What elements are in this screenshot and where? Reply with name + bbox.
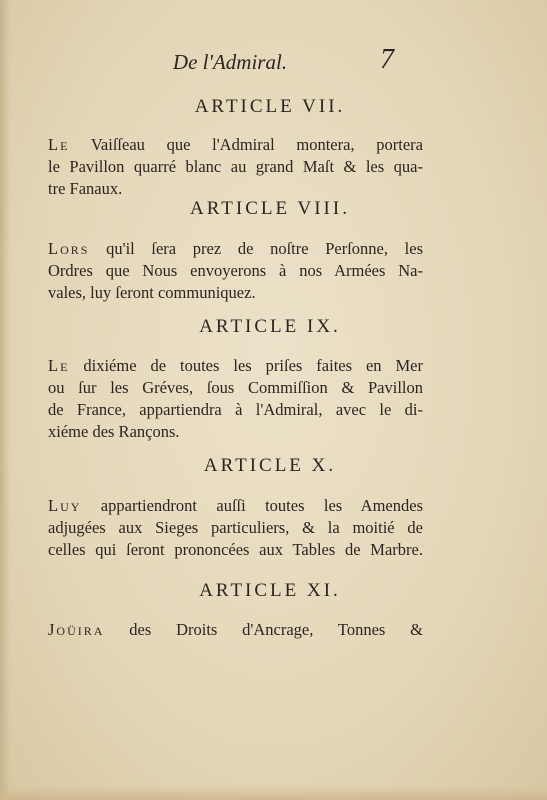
article-heading: ARTICLE IX. — [199, 316, 341, 337]
page-bottom-shadow — [0, 786, 547, 800]
page-number: 7 — [380, 44, 394, 75]
lead-word: Le — [48, 356, 70, 375]
text-line: de France, appartiendra à l'Admiral, avec le di- — [48, 400, 423, 419]
running-title: De l'Admiral. — [172, 50, 288, 74]
lead-word: Le — [48, 135, 70, 154]
article-body — [48, 619, 423, 641]
text-line: vales, luy ſeront communiquez. — [48, 283, 256, 302]
article-body — [48, 238, 423, 304]
text-line: celles qui ſeront prononcées aux Tables de Marbre. — [48, 540, 423, 559]
lead-word: Luy — [48, 496, 82, 515]
article-heading: ARTICLE X. — [203, 455, 337, 476]
text-line: le Pavillon quarré blanc au grand Maſt & les qua- — [48, 157, 423, 176]
text-line: Le dixiéme de toutes les priſes faites en Mer — [48, 356, 423, 375]
text-line: Joüira des Droits d'Ancrage, Tonnes & — [48, 620, 423, 639]
page-edge-shadow — [0, 0, 10, 800]
text-line: tre Fanaux. — [48, 179, 123, 198]
text-line: Ordres que Nous envoyerons à nos Armées Na- — [48, 261, 423, 280]
lead-word: Lors — [48, 239, 90, 258]
article-heading: ARTICLE VIII. — [190, 198, 350, 219]
article-heading: ARTICLE XI. — [199, 580, 341, 601]
text-line: Le Vaiſſeau que l'Admiral montera, portera — [48, 135, 423, 154]
lead-word: Joüira — [48, 620, 105, 639]
text-line: Luy appartiendront auſſi toutes les Amendes — [48, 496, 423, 515]
text-line: ou ſur les Gréves, ſous Commiſſion & Pavillon — [48, 378, 423, 397]
text-line: xiéme des Rançons. — [48, 422, 180, 441]
text-line: adjugées aux Sieges particuliers, & la moitié de — [48, 518, 423, 537]
article-body — [48, 355, 423, 443]
article-body — [48, 134, 423, 200]
article-body — [48, 495, 423, 561]
article-heading: ARTICLE VII. — [194, 96, 346, 117]
text-line: Lors qu'il ſera prez de noſtre Perſonne, les — [48, 239, 423, 258]
